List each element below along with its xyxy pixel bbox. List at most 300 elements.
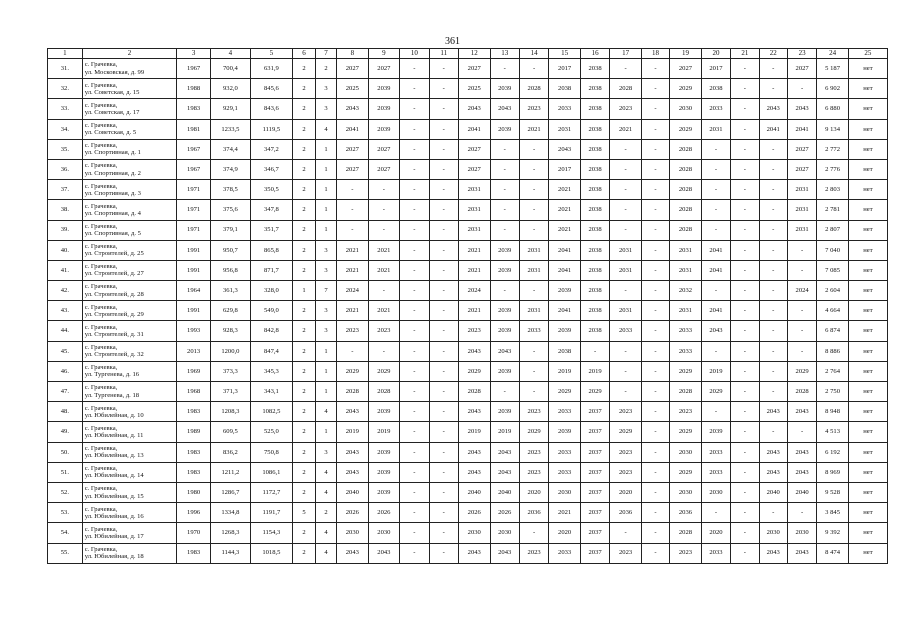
table-cell: 1233,5 (210, 119, 250, 139)
table-cell: 2028 (519, 79, 548, 99)
table-cell: 2033 (701, 99, 730, 119)
table-cell: нет (848, 79, 887, 99)
row-number: 43. (48, 301, 83, 321)
table-cell: - (429, 361, 458, 381)
table-cell: 2043 (337, 462, 369, 482)
table-cell: 1988 (177, 79, 211, 99)
table-cell: 1983 (177, 442, 211, 462)
table-cell: 2038 (580, 180, 609, 200)
table-row (48, 482, 888, 502)
table-cell: 2033 (670, 321, 702, 341)
table-cell: - (641, 119, 669, 139)
table-cell: - (641, 442, 669, 462)
column-header: 18 (641, 49, 669, 59)
table-cell: 3 (316, 321, 337, 341)
table-cell: 1967 (177, 59, 211, 79)
table-cell: 3 (316, 99, 337, 119)
table-cell: - (759, 382, 787, 402)
table-cell: 2031 (458, 200, 490, 220)
table-cell: - (429, 523, 458, 543)
table-cell: 2019 (458, 422, 490, 442)
table-cell: 350,5 (250, 180, 292, 200)
address-locality: с. Грачевка, (84, 444, 118, 452)
row-number: 51. (48, 462, 83, 482)
address-street: ул. Тургенева, д. 18 (84, 391, 140, 399)
address-cell (82, 260, 177, 280)
table-cell: 2026 (458, 503, 490, 523)
table-cell: 2028 (670, 159, 702, 179)
table-cell: 2041 (549, 301, 581, 321)
table-cell: 1991 (177, 301, 211, 321)
table-cell: 2039 (490, 79, 519, 99)
column-header: 8 (337, 49, 369, 59)
table-cell: 3 (316, 240, 337, 260)
table-row (48, 361, 888, 381)
table-cell: 2023 (337, 321, 369, 341)
table-cell: - (701, 503, 730, 523)
table-row (48, 321, 888, 341)
address-cell (82, 402, 177, 422)
table-cell: 2 (292, 59, 315, 79)
table-cell: - (641, 260, 669, 280)
address-locality: с. Грачевка, (84, 545, 118, 553)
table-cell: 2043 (490, 99, 519, 119)
table-cell: 2039 (490, 119, 519, 139)
table-cell: - (759, 321, 787, 341)
table-cell: 2021 (610, 119, 642, 139)
table-cell: 1967 (177, 159, 211, 179)
table-cell: - (731, 220, 759, 240)
table-cell: 2027 (337, 59, 369, 79)
column-header: 3 (177, 49, 211, 59)
table-cell: 2043 (458, 99, 490, 119)
table-cell: - (731, 240, 759, 260)
table-cell: - (519, 220, 548, 240)
address-locality: с. Грачевка, (84, 364, 118, 372)
table-cell: нет (848, 523, 887, 543)
table-cell: - (429, 482, 458, 502)
table-cell: 2021 (337, 260, 369, 280)
table-cell: 2036 (670, 503, 702, 523)
table-row (48, 119, 888, 139)
table-cell: 2029 (670, 361, 702, 381)
table-cell: 2029 (670, 119, 702, 139)
table-cell: 2021 (549, 220, 581, 240)
table-cell: 3 (316, 79, 337, 99)
table-cell: - (610, 220, 642, 240)
table-cell: 2026 (490, 503, 519, 523)
table-cell: 2030 (670, 482, 702, 502)
table-cell: 847,4 (250, 341, 292, 361)
address-locality: с. Грачевка, (84, 525, 118, 533)
table-cell: 2041 (759, 119, 787, 139)
table-cell: 2 781 (817, 200, 849, 220)
address-locality: с. Грачевка, (84, 344, 118, 352)
address-street: ул. Юбилейная, д. 14 (84, 472, 144, 480)
table-cell: - (400, 99, 429, 119)
table-cell: 2043 (549, 139, 581, 159)
table-cell: 2039 (549, 321, 581, 341)
table-cell: 871,7 (250, 260, 292, 280)
table-cell: нет (848, 361, 887, 381)
address-cell (82, 361, 177, 381)
table-row (48, 382, 888, 402)
table-cell: 1 (316, 361, 337, 381)
table-cell: 2028 (670, 180, 702, 200)
table-cell: 1983 (177, 402, 211, 422)
table-cell: 2 764 (817, 361, 849, 381)
table-cell: нет (848, 240, 887, 260)
table-row (48, 79, 888, 99)
table-cell: - (490, 180, 519, 200)
column-header: 22 (759, 49, 787, 59)
address-locality: с. Грачевка, (84, 384, 118, 392)
table-cell: 2031 (787, 200, 816, 220)
table-cell: - (519, 180, 548, 200)
table-cell: - (759, 301, 787, 321)
table-cell: 2031 (549, 119, 581, 139)
table-cell: нет (848, 281, 887, 301)
table-cell: 345,3 (250, 361, 292, 381)
table-cell: 1 (316, 382, 337, 402)
table-cell: нет (848, 159, 887, 179)
table-cell: - (641, 361, 669, 381)
table-cell: 373,3 (210, 361, 250, 381)
table-cell: 2 (292, 543, 315, 563)
table-cell: 2039 (490, 402, 519, 422)
table-cell: 2 803 (817, 180, 849, 200)
column-header: 15 (549, 49, 581, 59)
table-cell: 7 085 (817, 260, 849, 280)
table-cell: - (368, 341, 400, 361)
row-number: 39. (48, 220, 83, 240)
table-cell: 2027 (337, 159, 369, 179)
table-cell: 2031 (610, 301, 642, 321)
table-cell: 2021 (458, 240, 490, 260)
table-cell: 2 750 (817, 382, 849, 402)
table-cell: 1983 (177, 99, 211, 119)
table-cell: 1 (316, 139, 337, 159)
table-cell: - (731, 200, 759, 220)
table-cell: 2040 (337, 482, 369, 502)
table-cell: 1996 (177, 503, 211, 523)
address-street: ул. Строителей, д. 27 (84, 270, 144, 278)
table-cell: - (400, 180, 429, 200)
table-cell: - (400, 220, 429, 240)
table-cell: - (400, 503, 429, 523)
table-cell: 2032 (670, 281, 702, 301)
column-header: 5 (250, 49, 292, 59)
table-cell: - (641, 159, 669, 179)
table-cell: 2 (292, 99, 315, 119)
address-street: ул. Юбилейная, д. 15 (84, 492, 144, 500)
table-cell: 1968 (177, 382, 211, 402)
table-cell: - (580, 341, 609, 361)
table-cell: 2020 (610, 482, 642, 502)
table-cell: - (731, 442, 759, 462)
address-locality: с. Грачевка, (84, 101, 118, 109)
table-cell: 2 807 (817, 220, 849, 240)
table-cell: 2040 (787, 482, 816, 502)
address-locality: с. Грачевка, (84, 303, 118, 311)
table-cell: - (787, 321, 816, 341)
table-cell: 2039 (368, 442, 400, 462)
table-cell: 5 187 (817, 59, 849, 79)
table-row (48, 99, 888, 119)
column-header: 17 (610, 49, 642, 59)
table-cell: нет (848, 462, 887, 482)
row-number: 47. (48, 382, 83, 402)
table-cell: - (368, 281, 400, 301)
table-cell: - (610, 200, 642, 220)
table-cell: 2 (292, 200, 315, 220)
table-cell: 2030 (787, 523, 816, 543)
column-header: 20 (701, 49, 730, 59)
table-cell: - (610, 382, 642, 402)
table-cell: 2043 (759, 99, 787, 119)
table-cell: 3 845 (817, 503, 849, 523)
table-cell: - (731, 260, 759, 280)
address-street: ул. Юбилейная, д. 16 (84, 512, 144, 520)
row-number: 34. (48, 119, 83, 139)
table-cell: 700,4 (210, 59, 250, 79)
table-cell: 2037 (580, 422, 609, 442)
table-cell: 750,8 (250, 442, 292, 462)
table-cell: - (400, 382, 429, 402)
table-cell: - (641, 240, 669, 260)
table-row (48, 442, 888, 462)
table-cell: - (641, 281, 669, 301)
page-number: 361 (445, 36, 460, 47)
table-cell: 2 (292, 341, 315, 361)
table-cell: 2038 (580, 321, 609, 341)
address-street: ул. Юбилейная, д. 10 (84, 411, 144, 419)
address-locality: с. Грачевка, (84, 182, 118, 190)
table-row (48, 220, 888, 240)
address-cell (82, 200, 177, 220)
row-number: 50. (48, 442, 83, 462)
table-cell: - (429, 281, 458, 301)
table-cell: - (429, 402, 458, 422)
table-cell: 2033 (549, 543, 581, 563)
table-cell: 2023 (670, 402, 702, 422)
table-cell: 2023 (368, 321, 400, 341)
table-cell: - (759, 159, 787, 179)
table-cell: - (701, 341, 730, 361)
row-number: 41. (48, 260, 83, 280)
table-cell: 1971 (177, 200, 211, 220)
table-cell: 2037 (580, 523, 609, 543)
table-cell: - (400, 119, 429, 139)
table-cell: 361,3 (210, 281, 250, 301)
table-cell: 2039 (368, 402, 400, 422)
table-cell: 2037 (580, 543, 609, 563)
table-cell: 2031 (670, 260, 702, 280)
table-cell: 2043 (458, 543, 490, 563)
table-row (48, 159, 888, 179)
address-locality: с. Грачевка, (84, 222, 118, 230)
table-cell: 2039 (490, 361, 519, 381)
table-cell: 2027 (337, 139, 369, 159)
table-cell: 2038 (580, 119, 609, 139)
table-cell: 2030 (759, 523, 787, 543)
table-row (48, 139, 888, 159)
table-cell: 2 (292, 382, 315, 402)
table-cell: - (337, 180, 369, 200)
table-row (48, 341, 888, 361)
row-number: 53. (48, 503, 83, 523)
address-street: ул. Спортивная, д. 5 (84, 230, 141, 238)
table-cell: нет (848, 402, 887, 422)
table-cell: - (400, 482, 429, 502)
table-cell: 2037 (580, 402, 609, 422)
table-cell: 2031 (458, 220, 490, 240)
table-cell: нет (848, 301, 887, 321)
table-cell: - (701, 281, 730, 301)
table-cell: 2031 (701, 119, 730, 139)
table-cell: 2028 (670, 220, 702, 240)
table-cell: - (731, 523, 759, 543)
table-cell: нет (848, 220, 887, 240)
table-cell: 2029 (549, 382, 581, 402)
table-cell: 2021 (519, 119, 548, 139)
table-cell: 7 (316, 281, 337, 301)
table-cell: 2027 (368, 139, 400, 159)
table-cell: 2038 (549, 79, 581, 99)
table-cell: 2038 (580, 281, 609, 301)
table-cell: - (368, 220, 400, 240)
address-street: ул. Строителей, д. 29 (84, 310, 144, 318)
address-street: ул. Юбилейная, д. 11 (84, 431, 144, 439)
table-cell: 1967 (177, 139, 211, 159)
table-cell: 2017 (701, 59, 730, 79)
table-row (48, 503, 888, 523)
table-cell: - (400, 543, 429, 563)
table-cell: 2024 (458, 281, 490, 301)
table-cell: 2033 (610, 321, 642, 341)
table-cell: 8 948 (817, 402, 849, 422)
table-cell: 343,1 (250, 382, 292, 402)
table-cell: 8 474 (817, 543, 849, 563)
table-cell: 1981 (177, 119, 211, 139)
table-cell: 2030 (458, 523, 490, 543)
table-cell: 609,5 (210, 422, 250, 442)
table-cell: 2038 (580, 220, 609, 240)
table-cell: 2020 (701, 523, 730, 543)
table-cell: 3 (316, 260, 337, 280)
table-cell: - (429, 260, 458, 280)
table-cell: - (641, 543, 669, 563)
table-cell: 2041 (549, 240, 581, 260)
table-cell: 4 513 (817, 422, 849, 442)
table-cell: 1983 (177, 462, 211, 482)
table-cell: - (731, 301, 759, 321)
table-row (48, 402, 888, 422)
table-cell: 2020 (549, 523, 581, 543)
table-cell: 2031 (519, 260, 548, 280)
table-cell: - (641, 59, 669, 79)
table-cell: - (701, 159, 730, 179)
table-cell: 4 (316, 119, 337, 139)
address-street: ул. Юбилейная, д. 13 (84, 452, 144, 460)
table-cell: - (731, 422, 759, 442)
table-cell: - (429, 543, 458, 563)
column-header: 7 (316, 49, 337, 59)
table-cell: 2 (292, 462, 315, 482)
table-cell: 1991 (177, 240, 211, 260)
table-cell: 929,1 (210, 99, 250, 119)
table-cell: - (429, 341, 458, 361)
table-cell: 845,6 (250, 79, 292, 99)
table-cell: 2 (316, 503, 337, 523)
table-cell: 1971 (177, 220, 211, 240)
table-cell: - (400, 59, 429, 79)
table-cell: 2039 (549, 422, 581, 442)
table-cell: 2041 (458, 119, 490, 139)
address-locality: с. Грачевка, (84, 61, 118, 69)
table-cell: - (429, 503, 458, 523)
table-cell: 2028 (787, 382, 816, 402)
table-cell: 2017 (549, 59, 581, 79)
table-cell: - (641, 422, 669, 442)
table-cell: 2043 (759, 462, 787, 482)
table-cell: 843,6 (250, 99, 292, 119)
table-cell: 375,6 (210, 200, 250, 220)
table-cell: - (429, 442, 458, 462)
table-cell: 2038 (580, 301, 609, 321)
column-header: 2 (82, 49, 177, 59)
table-cell: 2027 (787, 159, 816, 179)
table-cell: 5 (292, 503, 315, 523)
table-cell: - (429, 99, 458, 119)
address-cell (82, 422, 177, 442)
table-cell: 2 (292, 321, 315, 341)
table-cell: - (429, 220, 458, 240)
table-cell: - (400, 321, 429, 341)
table-cell: 2038 (580, 139, 609, 159)
table-cell: 3 (316, 442, 337, 462)
column-header: 4 (210, 49, 250, 59)
row-number: 36. (48, 159, 83, 179)
table-cell: нет (848, 543, 887, 563)
table-cell: 2023 (519, 462, 548, 482)
table-cell: 2043 (787, 402, 816, 422)
table-cell: 2043 (458, 341, 490, 361)
table-cell: 2041 (701, 260, 730, 280)
address-cell (82, 159, 177, 179)
table-cell: 2025 (458, 79, 490, 99)
table-cell: 2030 (670, 99, 702, 119)
table-cell: - (337, 200, 369, 220)
table-cell: - (641, 523, 669, 543)
table-cell: 2037 (580, 482, 609, 502)
table-cell: - (731, 462, 759, 482)
table-cell: 2 (292, 119, 315, 139)
table-cell: - (429, 321, 458, 341)
table-cell: 2033 (670, 341, 702, 361)
table-cell: 1172,7 (250, 482, 292, 502)
table-cell: 2033 (549, 99, 581, 119)
table-cell: 346,7 (250, 159, 292, 179)
table-cell: 2031 (519, 240, 548, 260)
table-cell: 2 (292, 180, 315, 200)
table-cell: 1211,2 (210, 462, 250, 482)
table-cell: 842,8 (250, 321, 292, 341)
table-cell: - (787, 260, 816, 280)
address-locality: с. Грачевка, (84, 202, 118, 210)
table-cell: - (759, 240, 787, 260)
table-cell: 2043 (337, 543, 369, 563)
